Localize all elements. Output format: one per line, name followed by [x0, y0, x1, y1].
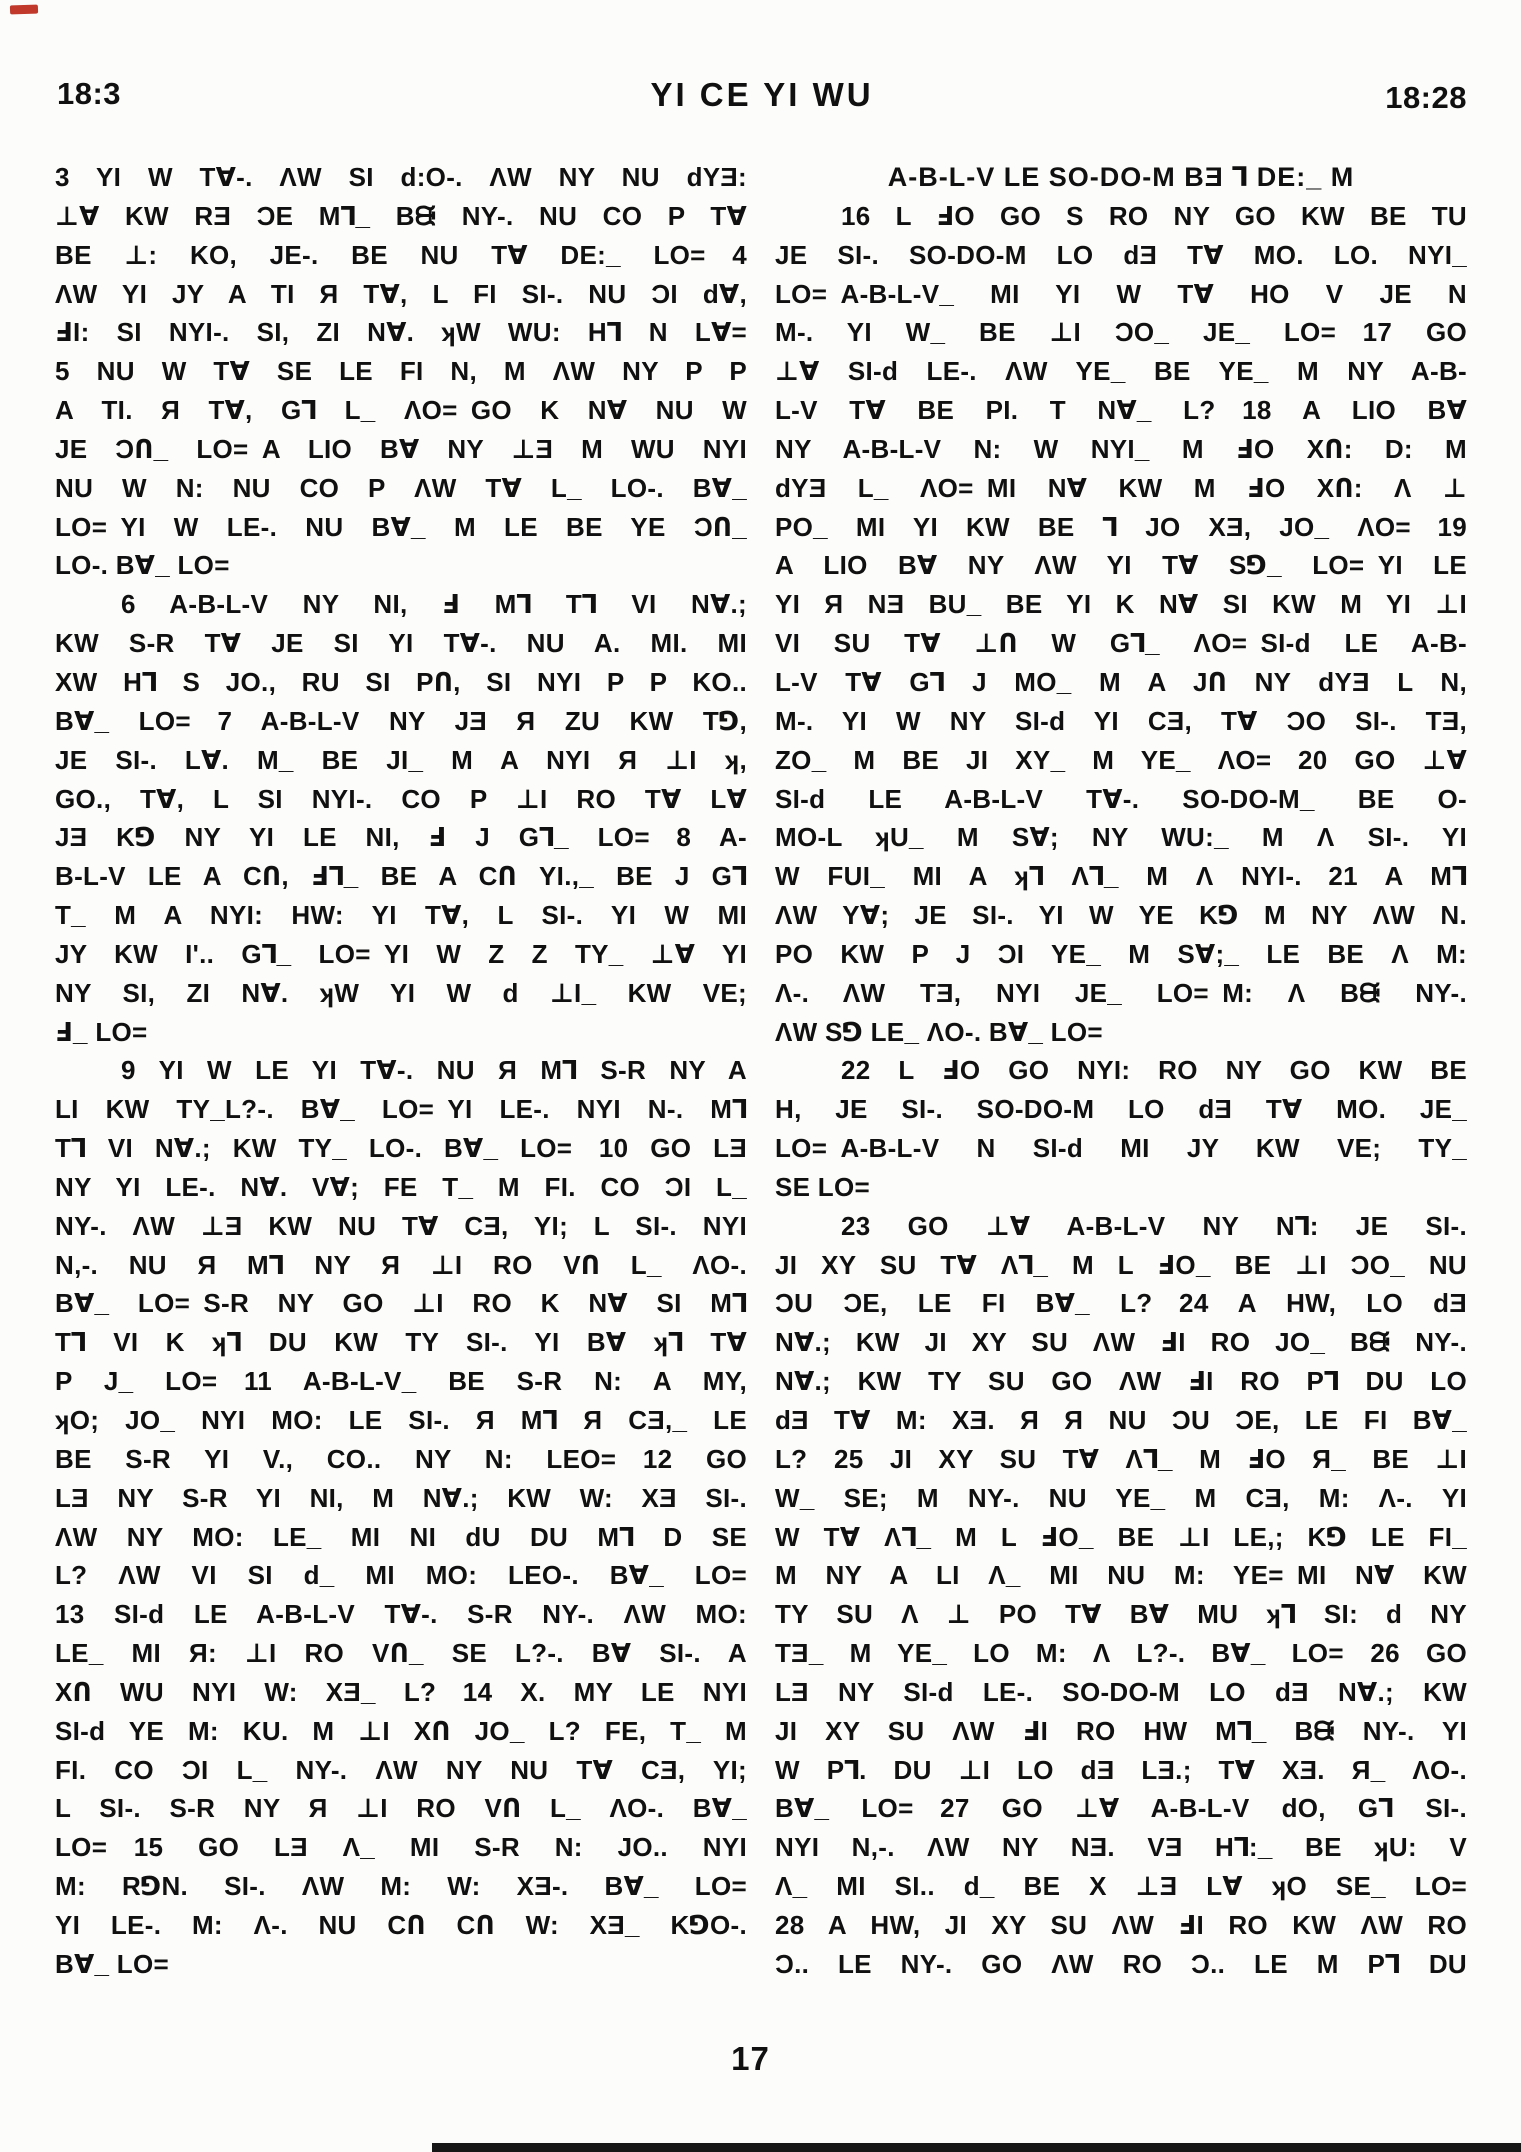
text-line: ʞO; JO_ NYI MO: LE SI-. Я M⅂ Я CƎ,_ LE	[55, 1405, 747, 1435]
text-line: B∀_ LO= S-R NY GO ⊥I RO K N∀ SI M⅂	[55, 1288, 747, 1319]
text-line: N,-. NU Я M⅂ NY Я ⊥I RO VՈ L_ ΛO-.	[55, 1249, 747, 1280]
text-line: A TI. Я T∀, G⅂ L_ ΛO= GO K N∀ NU W	[55, 395, 747, 426]
text-line: W P⅂. DU ⊥I LO dƎ LƎ.; T∀ XƎ. Я_ ΛO-.	[775, 1754, 1467, 1785]
text-line: dƎ T∀ M: XƎ. Я Я NU ƆU ƆE, LE FI B∀_	[775, 1405, 1467, 1435]
page-header	[55, 76, 1469, 116]
text-line: L? ΛW VI SI d_ MI MO: LEO-. B∀_ LO=	[55, 1560, 747, 1591]
text-line: LO= YI W LE-. NU B∀_ M LE BE YE ƆՈ_	[55, 511, 747, 542]
text-line: P J_ LO= 11 A-B-L-V_ BE S-R N: A MY,	[55, 1366, 747, 1397]
text-line: B∀_ LO=	[55, 1948, 169, 1979]
text-line: ΛW NY MO: LE_ MI NI dU DU M⅂ D SE	[55, 1521, 747, 1552]
text-line: T⅂ VI K ʞ⅂ DU KW TY SI-. YI B∀ ʞ⅂ T∀	[55, 1327, 747, 1358]
text-line: 3 YI W T∀-. ΛW SI d:O-. ΛW NY NU dYƎ:	[55, 162, 747, 192]
text-line: LE_ MI Я: ⊥I RO VՈ_ SE L?-. B∀ SI-. A	[55, 1638, 747, 1669]
text-line: 5 NU W T∀ SE LE FI N, M ΛW NY P P	[55, 356, 747, 387]
text-line: JI XY SU ΛW ℲI RO HW M⅂_ Bᙠ NY-. YI	[775, 1715, 1467, 1746]
text-line: LƎ NY S-R YI NI, M N∀.; KW W: XƎ SI-.	[55, 1482, 747, 1513]
header-verse-ref-right: 18:28	[1385, 80, 1467, 115]
text-line: M-. YI W NY SI-d YI CƎ, T∀ ƆO SI-. TƎ,	[775, 705, 1467, 736]
text-line: ⊥∀ KW RƎ ƆE M⅂_ Bᙠ NY-. NU CO P T∀	[55, 200, 747, 231]
text-line: SI-d YE M: KU. M ⊥I XՈ JO_ L? FE, T_ M	[55, 1715, 747, 1746]
text-line: 13 SI-d LE A-B-L-V T∀-. S-R NY-. ΛW MO:	[55, 1599, 747, 1630]
text-line: W T∀ Λ⅂_ M L ℲO_ BE ⊥I LE,; K⅁ LE FI_	[775, 1521, 1467, 1552]
text-line: Ɔ.. LE NY-. GO ΛW RO Ɔ.. LE M P⅂ DU	[775, 1948, 1467, 1979]
text-line: XՈ WU NYI W: XƎ_ L? 14 X. MY LE NYI	[55, 1676, 747, 1707]
text-line: ΛW YI JY A TI Я T∀, L FI SI-. NU ƆI d∀,	[55, 278, 747, 309]
text-line: ℲI: SI NYI-. SI, ZI N∀. ʞW WU: H⅂ N L∀=	[55, 317, 747, 348]
text-line: N∀.; KW JI XY SU ΛW ℲI RO JO_ Bᙠ NY-.	[775, 1327, 1467, 1358]
text-line: L? 25 JI XY SU T∀ Λ⅂_ M ℲO Я_ BE ⊥I	[775, 1443, 1467, 1474]
text-line: LO= A-B-L-V N SI-d MI JY KW VE; TY_	[775, 1133, 1467, 1164]
left-column	[55, 158, 747, 1984]
text-line: LO= A-B-L-V_ MI YI W T∀ HO V JE N	[775, 278, 1467, 309]
text-line: 28 A HW, JI XY SU ΛW ℲI RO KW ΛW RO	[775, 1909, 1467, 1940]
text-line: NY YI LE-. N∀. V∀; FE T_ M FI. CO ƆI L_	[55, 1171, 747, 1202]
text-line: M: R⅁N. SI-. ΛW M: W: XƎ-. B∀_ LO=	[55, 1871, 747, 1902]
text-line: T_ M A NYI: HW: YI T∀, L SI-. YI W MI	[55, 900, 747, 931]
text-line: 9 YI W LE YI T∀-. NU Я M⅂ S-R NY A	[121, 1055, 747, 1086]
text-line: SE LO=	[775, 1171, 870, 1202]
text-line: YI LE-. M: Λ-. NU CՈ CՈ W: XƎ_ K⅁O-.	[55, 1909, 747, 1940]
text-line: JY KW I'.. G⅂_ LO= YI W Z Z TY_ ⊥∀ YI	[55, 938, 747, 969]
text-line: T⅂ VI N∀.; KW TY_ LO-. B∀_ LO= 10 GO LƎ	[55, 1133, 747, 1164]
text-line: W FUI_ MI A ʞ⅂ Λ⅂_ M Λ NYI-. 21 A M⅂	[775, 861, 1467, 892]
text-line: L SI-. S-R NY Я ⊥I RO VՈ L_ ΛO-. B∀_	[55, 1793, 747, 1824]
text-line: SI-d LE A-B-L-V T∀-. SO-DO-M_ BE O-	[775, 783, 1467, 814]
text-line: 22 L ℲO GO NYI: RO NY GO KW BE	[841, 1055, 1467, 1086]
text-line: XW H⅂ S JO., RU SI PՈ, SI NYI P P KO..	[55, 666, 747, 697]
text-line: 6 A-B-L-V NY NI, Ⅎ M⅂ T⅂ VI N∀.;	[121, 589, 747, 620]
text-line: M-. YI W_ BE ⊥I ƆO_ JE_ LO= 17 GO	[775, 317, 1467, 348]
text-line: BE S-R YI V., CO.. NY N: LEO= 12 GO	[55, 1443, 747, 1474]
text-line: KW S-R T∀ JE SI YI T∀-. NU A. MI. MI	[55, 628, 747, 659]
text-line: W_ SE; M NY-. NU YE_ M CƎ, M: Λ-. YI	[775, 1482, 1467, 1513]
section-heading-line: A-B-L-V LE SO-DO-M BƎ ⅂ DE:_ M	[887, 162, 1355, 192]
text-line: TY SU Λ ⊥ PO T∀ B∀ MU ʞ⅂ SI: d NY	[775, 1599, 1467, 1630]
page-title: YI CE YI WU	[650, 76, 874, 113]
right-column	[775, 158, 1467, 1984]
text-line: GO., T∀, L SI NYI-. CO P ⊥I RO T∀ L∀	[55, 783, 747, 814]
text-line: PO KW P J ƆI YE_ M S∀;_ LE BE Λ M:	[775, 938, 1467, 969]
text-line: JE SI-. L∀. M_ BE JI_ M A NYI Я ⊥I ʞ,	[55, 744, 747, 775]
text-line: ƆU ƆE, LE FI B∀_ L? 24 A HW, LO dƎ	[775, 1288, 1467, 1319]
text-line: PO_ MI YI KW BE ⅂ JO XƎ, JO_ ΛO= 19	[775, 511, 1467, 542]
text-line: ZO_ M BE JI XY_ M YE_ ΛO= 20 GO ⊥∀	[775, 744, 1467, 775]
two-column-text-body	[55, 158, 1467, 1984]
text-line: NY SI, ZI N∀. ʞW YI W d ⊥I_ KW VE;	[55, 977, 747, 1008]
text-line: JƎ K⅁ NY YI LE NI, Ⅎ J G⅂_ LO= 8 A-	[55, 822, 747, 853]
text-line: A LIO B∀ NY ΛW YI T∀ S⅁_ LO= YI LE	[775, 550, 1467, 581]
text-line: VI SU T∀ ⊥Ո W G⅂_ ΛO= SI-d LE A-B-	[775, 628, 1467, 659]
text-line: L-V T∀ BE PI. T N∀_ L? 18 A LIO B∀	[775, 395, 1467, 426]
text-line: ΛW S⅁ LE_ ΛO-. B∀_ LO=	[775, 1016, 1103, 1047]
text-line: BE ⊥: KO, JE-. BE NU T∀ DE:_ LO= 4	[55, 239, 747, 270]
text-line: FI. CO ƆI L_ NY-. ΛW NY NU T∀ CƎ, YI;	[55, 1754, 747, 1785]
text-line: ΛW Y∀; JE SI-. YI W YE K⅁ M NY ΛW N.	[775, 900, 1467, 931]
text-line: LI KW TY_L?-. B∀_ LO= YI LE-. NYI N-. M⅂	[55, 1094, 747, 1125]
text-line: B∀_ LO= 27 GO ⊥∀ A-B-L-V dO, G⅂ SI-.	[775, 1793, 1467, 1824]
text-line: JI XY SU T∀ Λ⅂_ M L ℲO_ BE ⊥I ƆO_ NU	[775, 1249, 1467, 1280]
text-line: MO-L ʞU_ M S∀; NY WU:_ M Λ SI-. YI	[775, 822, 1467, 853]
header-verse-ref-left: 18:3	[57, 76, 122, 111]
red-scan-artifact	[10, 5, 38, 15]
page-number: 17	[731, 2040, 770, 2077]
text-line: B∀_ LO= 7 A-B-L-V NY JƎ Я ZU KW T⅁,	[55, 705, 747, 736]
text-line: LO= 15 GO LƎ Λ_ MI S-R N: JO.. NYI	[55, 1832, 747, 1863]
text-line: JE SI-. SO-DO-M LO dƎ T∀ MO. LO. NYI_	[775, 239, 1467, 270]
text-line: 16 L ℲO GO S RO NY GO KW BE TU	[841, 200, 1467, 231]
text-line: NU W N: NU CO P ΛW T∀ L_ LO-. B∀_	[55, 472, 747, 503]
text-line: ⊥∀ SI-d LE-. ΛW YE_ BE YE_ M NY A-B-	[775, 356, 1467, 387]
text-line: YI Я NƎ BU_ BE YI K N∀ SI KW M YI ⊥I	[775, 589, 1467, 620]
text-line: JE ƆՈ_ LO= A LIO B∀ NY ⊥Ǝ M WU NYI	[55, 433, 747, 464]
text-line: dYƎ L_ ΛO= MI N∀ KW M ℲO XՈ: Λ ⊥	[775, 472, 1467, 503]
text-line: TƎ_ M YE_ LO M: Λ L?-. B∀_ LO= 26 GO	[775, 1638, 1467, 1669]
text-line: B-L-V LE A CՈ, Ⅎ⅂_ BE A CՈ YI.,_ BE J G⅂	[55, 861, 747, 892]
text-line: H, JE SI-. SO-DO-M LO dƎ T∀ MO. JE_	[775, 1094, 1467, 1125]
text-line: NY-. ΛW ⊥Ǝ KW NU T∀ CƎ, YI; L SI-. NYI	[55, 1210, 747, 1241]
text-line: Λ_ MI SI.. d_ BE X ⊥Ǝ L∀ ʞO SE_ LO=	[775, 1871, 1467, 1902]
text-line: Λ-. ΛW TƎ, NYI JE_ LO= M: Λ Bᙠ NY-.	[775, 977, 1467, 1008]
text-line: L-V T∀ G⅂ J MO_ M A JՈ NY dYƎ L N,	[775, 666, 1467, 697]
text-line: Ⅎ_ LO=	[55, 1016, 148, 1047]
text-line: NYI N,-. ΛW NY NƎ. VƎ H⅂:_ BE ʞU: V	[775, 1832, 1467, 1863]
text-line: M NY A LI Λ_ MI NU M: YE= MI N∀ KW	[775, 1560, 1467, 1591]
text-line: LO-. B∀_ LO=	[55, 550, 230, 581]
text-line: 23 GO ⊥∀ A-B-L-V NY N⅂: JE SI-.	[841, 1210, 1467, 1241]
text-line: LƎ NY SI-d LE-. SO-DO-M LO dƎ N∀.; KW	[775, 1676, 1467, 1707]
text-line: NY A-B-L-V N: W NYI_ M ℲO XՈ: D: M	[775, 433, 1467, 464]
text-line: N∀.; KW TY SU GO ΛW ℲI RO P⅂ DU LO	[775, 1366, 1467, 1397]
bottom-scanline-artifact	[432, 2143, 1521, 2152]
